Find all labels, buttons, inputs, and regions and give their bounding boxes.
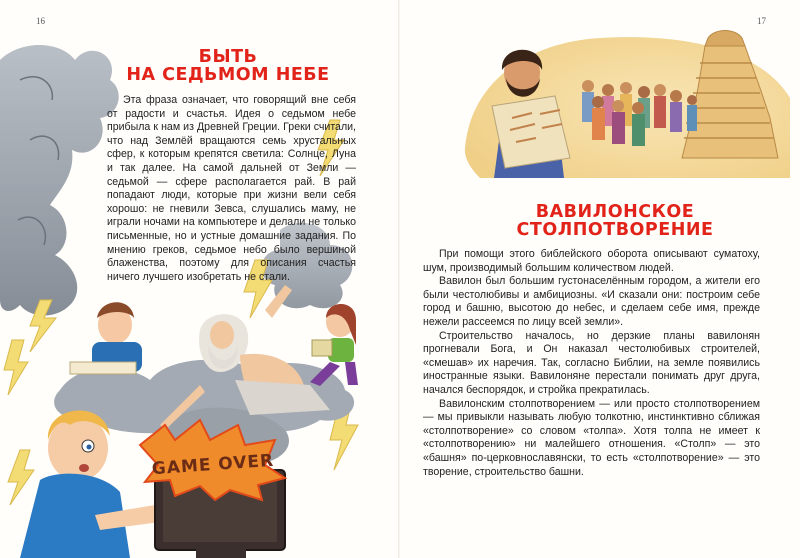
title-line-1: ВАВИЛОНСКОЕ [535,202,695,222]
babel-tower-illustration [460,18,795,188]
left-page-body [107,94,356,284]
paragraph: Вавилон был большим густонаселённым городом, а жители его были честолюбивы и амбициозны. «И сказали они: построим себе город и башню, высотою до небес, и сделаем себе имя, прежде нежели рассеемся по лицу всей земли». [423,275,760,328]
boy-reading-figure [70,302,142,374]
title-line-2: СТОЛПОТВОРЕНИЕ [516,220,714,241]
game-over-text: GAME OVER [151,450,275,480]
paragraph: Вавилонским столпотворением — или просто столпотворением — мы привыкли называть любую толкотню, инстинктивно сближая «столпотворение» со словом «толпа». Хотя толпа не имеет к «столпотворению» ни малейшего отношения. «Столп» — это «башня» по-церковнославянски, то есть «столпотворение» — это творение, строительство башни. [423,397,760,478]
title-line-2: НА СЕДЬМОМ НЕБЕ [126,65,330,86]
left-page-title [112,48,344,85]
right-page [400,0,800,558]
paragraph: Эта фраза означает, что говорящий вне себя от радости и счастья. Идея о седьмом небе прибыла к нам из Древней Греции. Греки считали, что над Землёй вращаются семь хрустальных сфер, к которым крепятся светила: Солнце, Луна и так далее. На самой дальней от Земли — седьмой — сфере располагается рай. В рай попадают люди, которые при жизни вели себя хорошо: не гневили Зевса, слушались маму, не играли ночами на компьютере и делали не только письменные, но и устные домашние задания. По мнению греков, седьмое небо было вершиной блаженства, поэтому для описания счастья ничего лучшего изобретать не стали. [107,94,356,283]
page-number: 17 [757,16,766,26]
right-page-body [423,248,760,479]
page-number: 16 [36,16,45,26]
paragraph: Строительство началось, но дерзкие планы вавилонян прогневали Бога, и Он наказал честолюбивых строителей, «смешав» их наречия. Так, согласно Библии, на земле появились иностранные языки. Вавилоняне перестали понимать друг друга, начался беспорядок, и стройка прекратилась. [423,329,760,396]
title-line-1: БЫТЬ [198,47,258,67]
paragraph: При помощи этого библейского оборота описывают суматоху, шум, производимый большим количеством людей. [423,248,760,274]
right-page-title [510,203,720,240]
